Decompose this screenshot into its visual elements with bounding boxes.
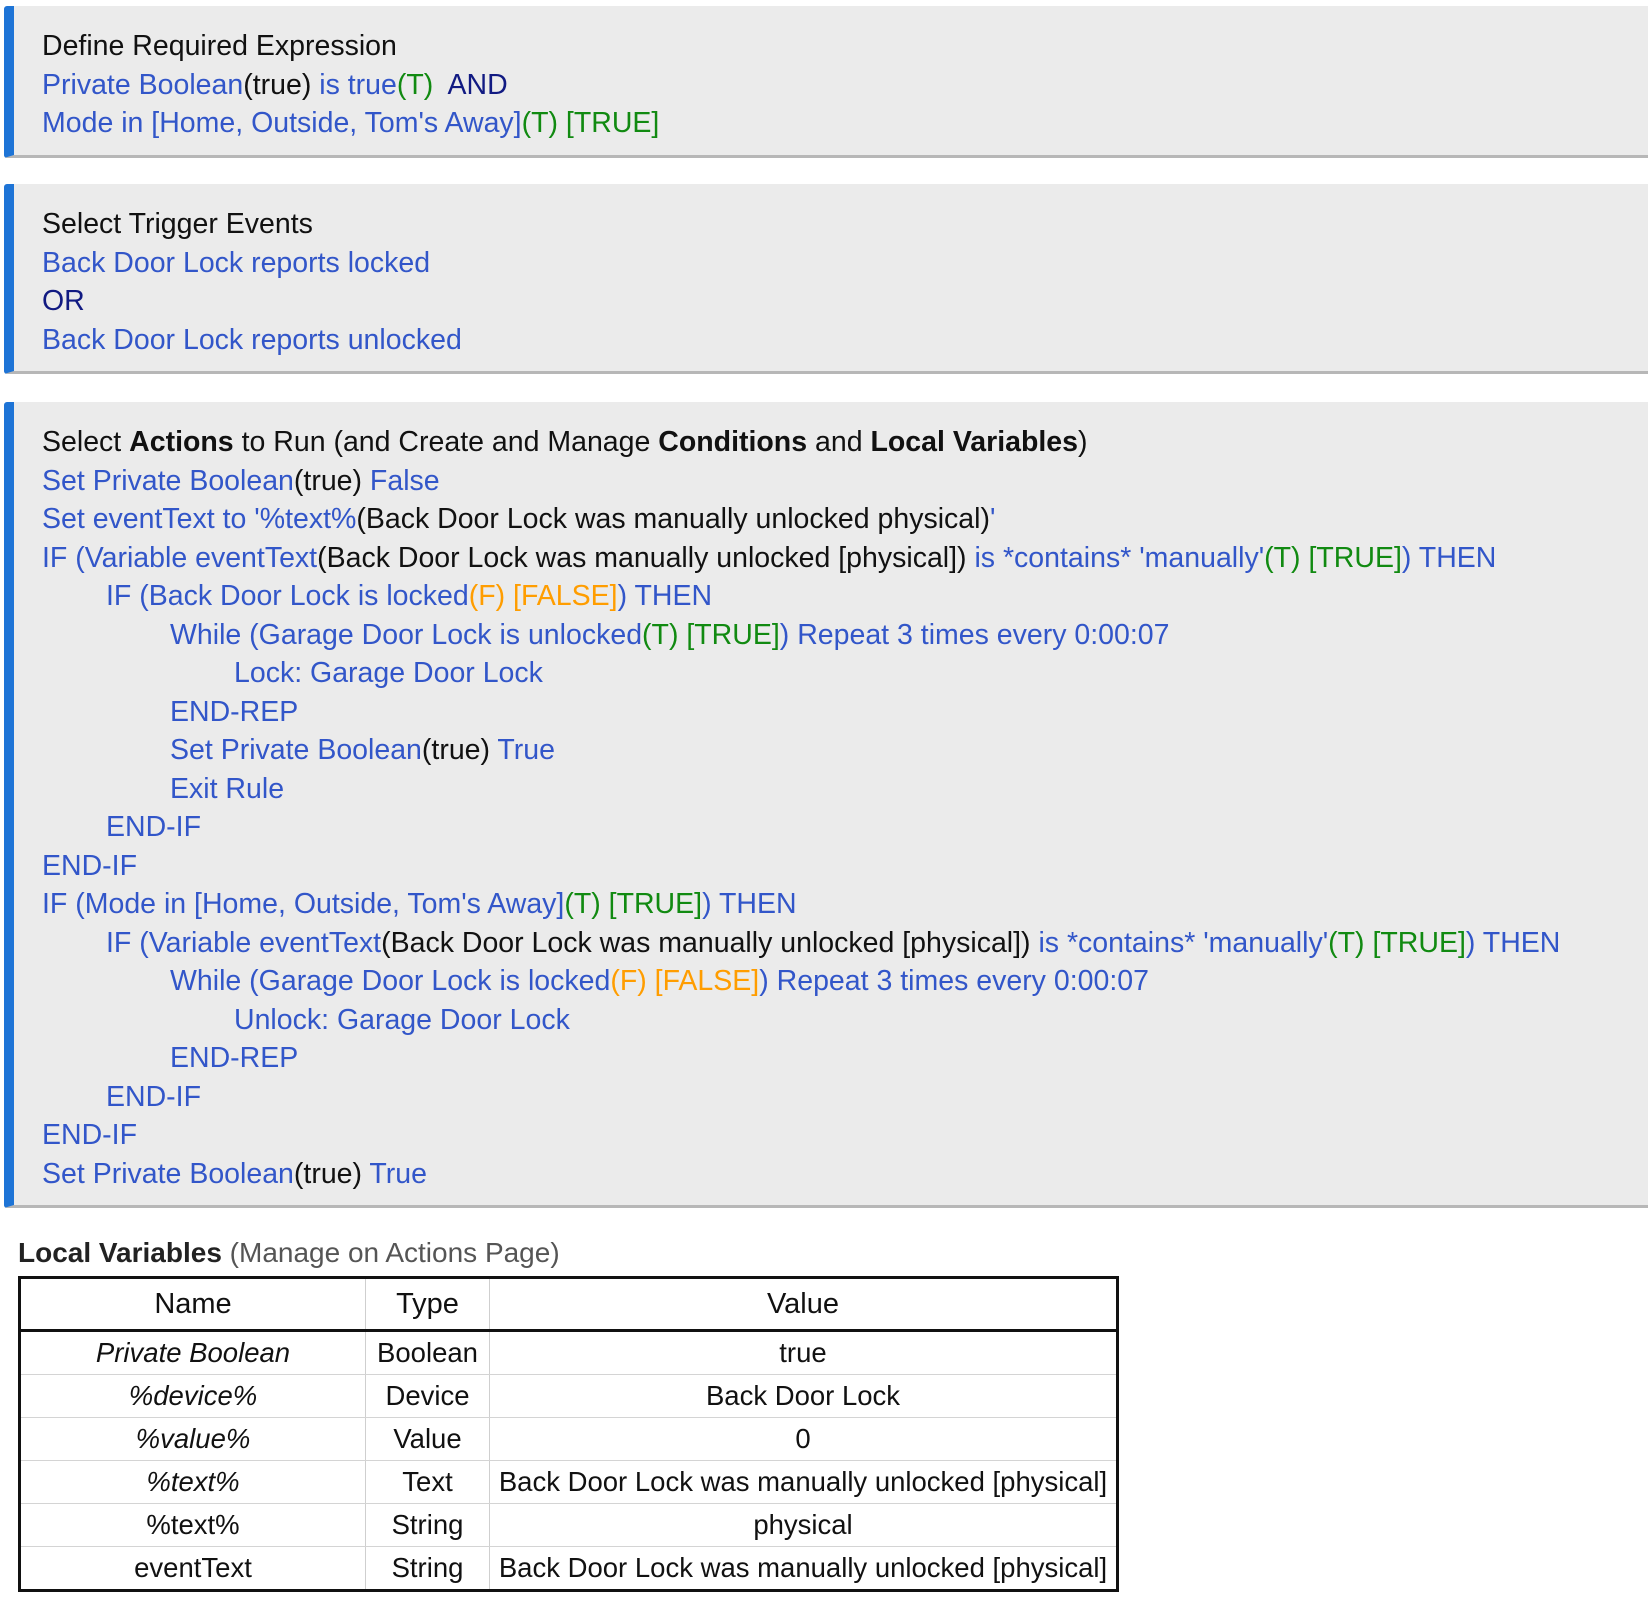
action-line xyxy=(42,962,1648,1001)
action-text: IF (Mode in [Home, Outside, Tom's Away] xyxy=(42,888,565,920)
actions-title xyxy=(42,423,1648,462)
required-expression-section[interactable] xyxy=(4,6,1648,158)
action-line: END-IF xyxy=(106,1080,201,1113)
action-value: (Back Door Lock was manually unlocked [physical]) xyxy=(317,541,967,574)
action-line: END-IF xyxy=(42,1119,137,1151)
action-text: is *contains* 'manually' xyxy=(1030,926,1329,959)
expression-line xyxy=(42,104,1648,143)
title-text: Select xyxy=(42,426,130,458)
action-line xyxy=(42,577,1648,616)
variable-name: Private Boolean xyxy=(20,1331,366,1375)
title-bold-local-variables: Local Variables xyxy=(870,426,1078,458)
action-text: ) Repeat 3 times every 0:00:07 xyxy=(759,965,1149,997)
expr-truth: (T) [TRUE] xyxy=(521,107,660,139)
local-variables-table xyxy=(18,1276,1119,1592)
action-text: True xyxy=(490,734,555,766)
action-line: END-IF xyxy=(106,811,201,843)
action-truth-true: (T) [TRUE] xyxy=(564,888,703,920)
variable-type: Text xyxy=(366,1461,490,1504)
action-text: ) THEN xyxy=(1465,926,1561,959)
action-text: is *contains* 'manually' xyxy=(966,541,1265,574)
trigger-events-title: Select Trigger Events xyxy=(42,208,313,240)
action-truth-false: (F) [FALSE] xyxy=(610,965,760,997)
action-text: Set Private Boolean xyxy=(42,464,294,497)
table-row xyxy=(20,1375,1118,1418)
table-row xyxy=(20,1504,1118,1547)
variable-value: Back Door Lock xyxy=(490,1375,1118,1418)
action-text: ) THEN xyxy=(1401,541,1497,574)
table-row xyxy=(20,1461,1118,1504)
title-bold-conditions: Conditions xyxy=(658,426,808,458)
action-line xyxy=(42,885,1648,924)
action-text: Set Private Boolean xyxy=(42,1157,294,1190)
action-value: (Back Door Lock was manually unlocked [physical]) xyxy=(381,926,1031,959)
action-line: Unlock: Garage Door Lock xyxy=(234,1003,570,1036)
action-line xyxy=(42,462,1648,501)
action-text: ' xyxy=(989,503,996,535)
action-truth-true: (T) [TRUE] xyxy=(1328,926,1466,959)
variable-type: Device xyxy=(366,1375,490,1418)
action-line xyxy=(42,616,1648,655)
action-line xyxy=(42,924,1648,963)
action-text: ) THEN xyxy=(702,888,797,920)
variable-name: %text% xyxy=(20,1461,366,1504)
variable-type: Value xyxy=(366,1418,490,1461)
variable-type: String xyxy=(366,1547,490,1591)
actions-section[interactable] xyxy=(4,402,1648,1208)
title-text: ) xyxy=(1078,426,1088,458)
trigger-events-section[interactable] xyxy=(4,184,1648,374)
table-row xyxy=(20,1331,1118,1375)
action-truth-true: (T) [TRUE] xyxy=(642,618,780,651)
title-text: and xyxy=(807,426,871,458)
action-text: IF (Back Door Lock is locked xyxy=(106,580,469,612)
variable-value: Back Door Lock was manually unlocked [physical] xyxy=(490,1461,1118,1504)
action-value: (true) xyxy=(421,734,491,766)
column-header-value: Value xyxy=(490,1278,1118,1331)
required-expression-title: Define Required Expression xyxy=(42,30,397,62)
expr-operator: AND xyxy=(433,68,508,101)
action-text: ) Repeat 3 times every 0:00:07 xyxy=(779,618,1170,651)
action-value: (true) xyxy=(293,464,363,497)
action-line: Lock: Garage Door Lock xyxy=(234,657,543,689)
action-text: Set Private Boolean xyxy=(170,734,422,766)
action-line xyxy=(42,539,1648,578)
action-line xyxy=(42,1155,1648,1194)
action-text: False xyxy=(362,464,440,497)
action-line xyxy=(42,731,1648,770)
action-line: Exit Rule xyxy=(170,772,285,805)
action-value: (true) xyxy=(293,1157,363,1190)
variable-value: true xyxy=(490,1331,1118,1375)
variable-value: 0 xyxy=(490,1418,1118,1461)
action-line: END-REP xyxy=(170,1042,299,1074)
action-value: (Back Door Lock was manually unlocked physical) xyxy=(356,503,990,535)
variable-name: %device% xyxy=(20,1375,366,1418)
title-text: to Run (and Create and Manage xyxy=(233,426,659,458)
action-truth-true: (T) [TRUE] xyxy=(1264,541,1402,574)
local-variables-heading xyxy=(18,1236,560,1270)
trigger-item: Back Door Lock reports locked xyxy=(42,246,431,279)
local-variables-title: Local Variables xyxy=(18,1237,222,1268)
variable-name: %text% xyxy=(20,1504,366,1547)
variable-value: physical xyxy=(490,1504,1118,1547)
action-text: IF (Variable eventText xyxy=(106,926,382,959)
local-variables-subtitle: (Manage on Actions Page) xyxy=(221,1237,560,1268)
table-header-row xyxy=(20,1278,1118,1331)
variable-type: Boolean xyxy=(366,1331,490,1375)
action-text: While (Garage Door Lock is unlocked xyxy=(170,618,643,651)
action-text: While (Garage Door Lock is locked xyxy=(170,965,611,997)
expression-line xyxy=(42,66,1648,105)
variable-name: eventText xyxy=(20,1547,366,1591)
action-truth-false: (F) [FALSE] xyxy=(468,580,618,612)
action-text: True xyxy=(362,1157,427,1190)
expr-value: (true) xyxy=(243,68,312,101)
table-row xyxy=(20,1418,1118,1461)
table-row xyxy=(20,1547,1118,1591)
action-text: Set eventText to '%text% xyxy=(42,503,357,535)
action-line xyxy=(42,500,1648,539)
expr-operand: Mode in [Home, Outside, Tom's Away] xyxy=(42,107,522,139)
expr-truth: (T) xyxy=(396,68,434,101)
trigger-operator: OR xyxy=(42,285,85,317)
title-bold-actions: Actions xyxy=(129,426,234,458)
column-header-type: Type xyxy=(366,1278,490,1331)
action-line: END-IF xyxy=(42,849,137,882)
column-header-name: Name xyxy=(20,1278,366,1331)
variable-type: String xyxy=(366,1504,490,1547)
action-line: END-REP xyxy=(170,695,299,728)
expr-comparison: is true xyxy=(311,68,397,101)
trigger-item: Back Door Lock reports unlocked xyxy=(42,323,462,356)
variable-value: Back Door Lock was manually unlocked [physical] xyxy=(498,1552,1108,1583)
variable-name: %value% xyxy=(20,1418,366,1461)
expr-operand: Private Boolean xyxy=(42,68,244,101)
action-text: IF (Variable eventText xyxy=(42,541,318,574)
action-text: ) THEN xyxy=(617,580,713,612)
